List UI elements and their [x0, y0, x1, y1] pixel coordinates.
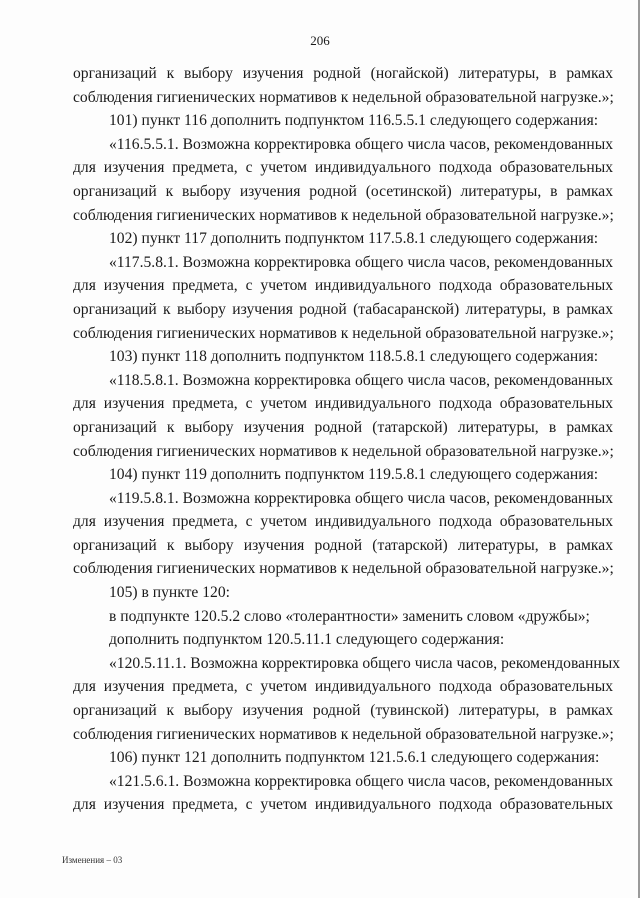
text-line: организаций к выбору изучения родной (тувинской) литературы, в рамках: [73, 702, 613, 720]
text-line: 102) пункт 117 дополнить подпунктом 117.5.8.1 следующего содержания:: [109, 230, 599, 248]
paragraph: [73, 109, 613, 133]
paragraph: [73, 345, 613, 369]
paragraph: [73, 369, 613, 463]
text-line: 103) пункт 118 дополнить подпунктом 118.5.8.1 следующего содержания:: [109, 348, 599, 366]
text-line: «116.5.5.1. Возможна корректировка общего числа часов, рекомендованных: [109, 135, 613, 153]
paragraph: [73, 62, 613, 109]
text-line: для изучения предмета, с учетом индивидуального подхода образовательных: [73, 277, 613, 295]
text-line: организаций к выбору изучения родной (татарской) литературы, в рамках: [73, 536, 613, 554]
text-line: 101) пункт 116 дополнить подпунктом 116.5.5.1 следующего содержания:: [109, 112, 599, 130]
paragraph: [73, 628, 613, 652]
page-number: 206: [310, 33, 330, 48]
text-line: для изучения предмета, с учетом индивидуального подхода образовательных: [73, 513, 613, 531]
text-line: 105) в пункте 120:: [109, 584, 230, 602]
paragraph: [73, 133, 613, 227]
text-line: для изучения предмета, с учетом индивидуального подхода образовательных: [73, 678, 613, 696]
text-line: организаций к выбору изучения родной (ногайской) литературы, в рамках: [73, 65, 613, 82]
paragraph: [73, 487, 613, 581]
paragraph: [73, 652, 621, 746]
text-line: «120.5.11.1. Возможна корректировка общего числа часов, рекомендованных: [109, 654, 621, 672]
text-line: для изучения предмета, с учетом индивидуального подхода образовательных: [73, 796, 613, 814]
text-line: соблюдения гигиенических нормативов к недельной образовательной нагрузке.»;: [73, 88, 614, 106]
text-line: организаций к выбору изучения родной (табасаранской) литературы, в рамках: [73, 300, 613, 318]
paragraph: [73, 463, 613, 487]
text-line: «119.5.8.1. Возможна корректировка общего числа часов, рекомендованных: [109, 489, 613, 507]
text-line: организаций к выбору изучения родной (осетинской) литературы, в рамках: [73, 182, 613, 200]
text-line: для изучения предмета, с учетом индивидуального подхода образовательных: [73, 159, 613, 177]
text-line: 106) пункт 121 дополнить подпунктом 121.5.6.1 следующего содержания:: [109, 749, 600, 767]
text-line: «118.5.8.1. Возможна корректировка общего числа часов, рекомендованных: [109, 371, 613, 389]
text-line: соблюдения гигиенических нормативов к недельной образовательной нагрузке.»;: [73, 324, 614, 342]
text-line: дополнить подпунктом 120.5.11.1 следующего содержания:: [109, 631, 505, 649]
text-line: соблюдения гигиенических нормативов к недельной образовательной нагрузке.»;: [73, 442, 614, 460]
paragraph: [73, 770, 613, 817]
text-line: организаций к выбору изучения родной (татарской) литературы, в рамках: [73, 418, 613, 436]
paragraph: [73, 251, 613, 345]
paragraph: [73, 605, 613, 629]
paragraph: [73, 746, 613, 770]
text-line: «121.5.6.1. Возможна корректировка общего числа часов, рекомендованных: [109, 772, 613, 790]
text-line: соблюдения гигиенических нормативов к недельной образовательной нагрузке.»;: [73, 206, 614, 224]
text-line: 104) пункт 119 дополнить подпунктом 119.5.8.1 следующего содержания:: [109, 466, 599, 484]
text-line: «117.5.8.1. Возможна корректировка общего числа часов, рекомендованных: [109, 253, 613, 271]
page-footer: Изменения – 03: [62, 855, 123, 865]
text-line: соблюдения гигиенических нормативов к недельной образовательной нагрузке.»;: [73, 725, 614, 743]
paragraph: [73, 227, 613, 251]
paragraph: [73, 581, 613, 605]
document-body: [73, 62, 621, 817]
text-line: в подпункте 120.5.2 слово «толерантности» заменить словом «дружбы»;: [109, 607, 590, 625]
text-line: соблюдения гигиенических нормативов к недельной образовательной нагрузке.»;: [73, 560, 614, 578]
text-line: для изучения предмета, с учетом индивидуального подхода образовательных: [73, 395, 613, 413]
